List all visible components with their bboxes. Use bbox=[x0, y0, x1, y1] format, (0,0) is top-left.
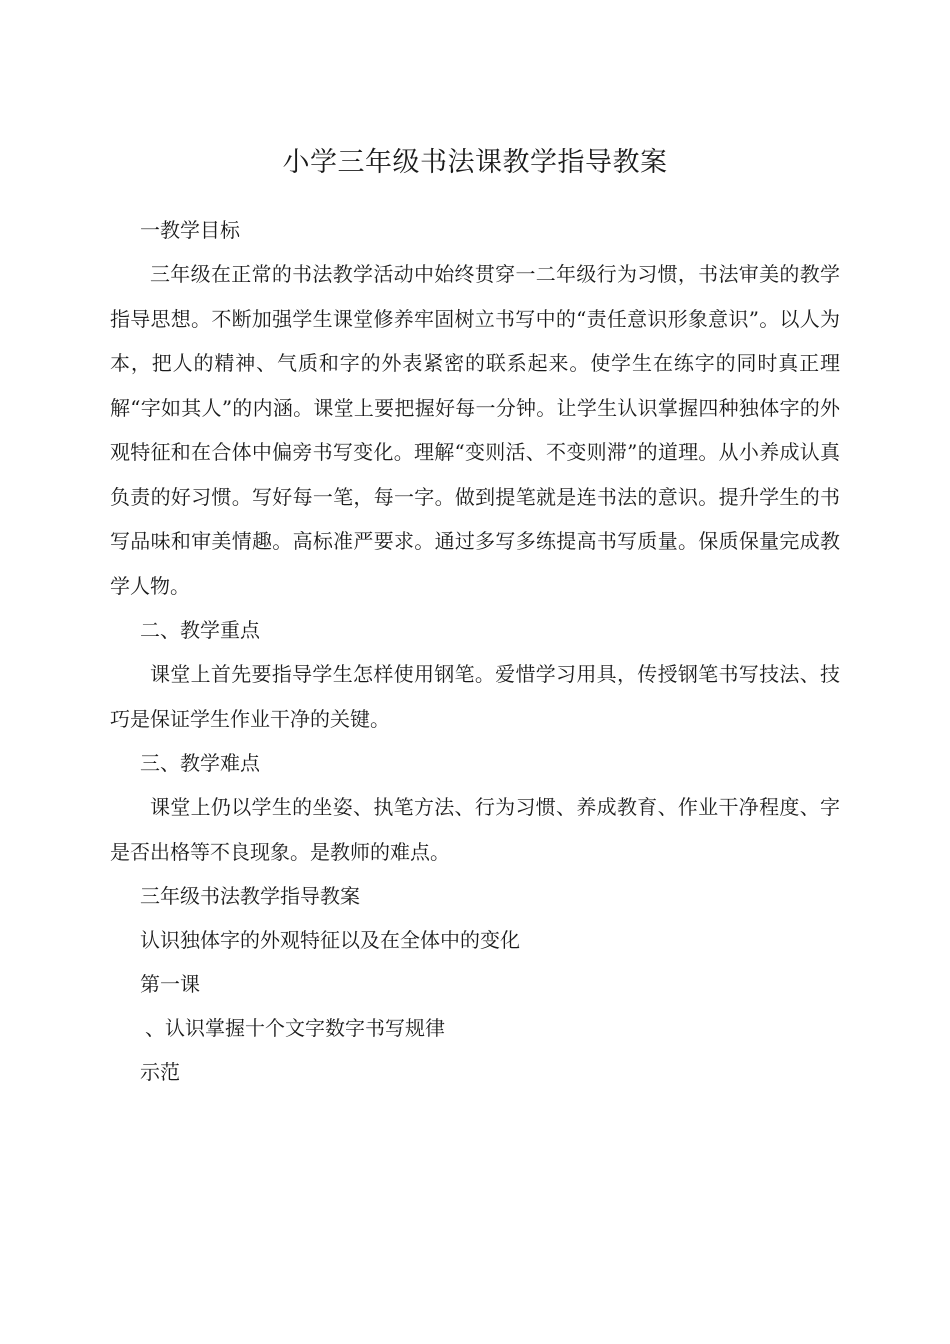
document-body bbox=[110, 208, 840, 1094]
objective-paragraph: 三年级在正常的书法教学活动中始终贯穿一二年级行为习惯，书法审美的教学指导思想。不断加强学生课堂修养牢固树立书写中的“责任意识形象意识”。以人为本，把人的精神、气质和字的外表紧密的联系起来。使学生在练字的同时真正理解“字如其人”的内涵。课堂上要把握好每一分钟。让学生认识掌握四种独体字的外观特征和在合体中偏旁书写变化。理解“变则活、不变则滞”的道理。从小养成认真负责的好习惯。写好每一笔，每一字。做到提笔就是连书法的意识。提升学生的书写品味和审美情趣。高标准严要求。通过多写多练提高书写质量。保质保量完成教学人物。 bbox=[110, 262, 840, 598]
key-points-paragraph: 课堂上首先要指导学生怎样使用钢笔。爱惜学习用具，传授钢笔书写技法、技巧是保证学生作业干净的关键。 bbox=[110, 662, 840, 731]
plan-title: 三年级书法教学指导教案 bbox=[140, 884, 360, 908]
objective-heading: 一教学目标 bbox=[140, 218, 240, 242]
lesson-label: 第一课 bbox=[140, 972, 200, 996]
difficulties-paragraph: 课堂上仍以学生的坐姿、执笔方法、行为习惯、养成教育、作业干净程度、字是否出格等不良现象。是教师的难点。 bbox=[110, 795, 840, 864]
difficulties-heading: 三、教学难点 bbox=[140, 751, 260, 775]
key-points-heading: 二、教学重点 bbox=[140, 618, 260, 642]
plan-subtitle: 认识独体字的外观特征以及在全体中的变化 bbox=[140, 928, 520, 952]
demo-label: 示范 bbox=[140, 1060, 180, 1084]
document-title: 小学三年级书法课教学指导教案 bbox=[282, 147, 668, 178]
lesson-item: 、认识掌握十个文字数字书写规律 bbox=[145, 1016, 445, 1040]
